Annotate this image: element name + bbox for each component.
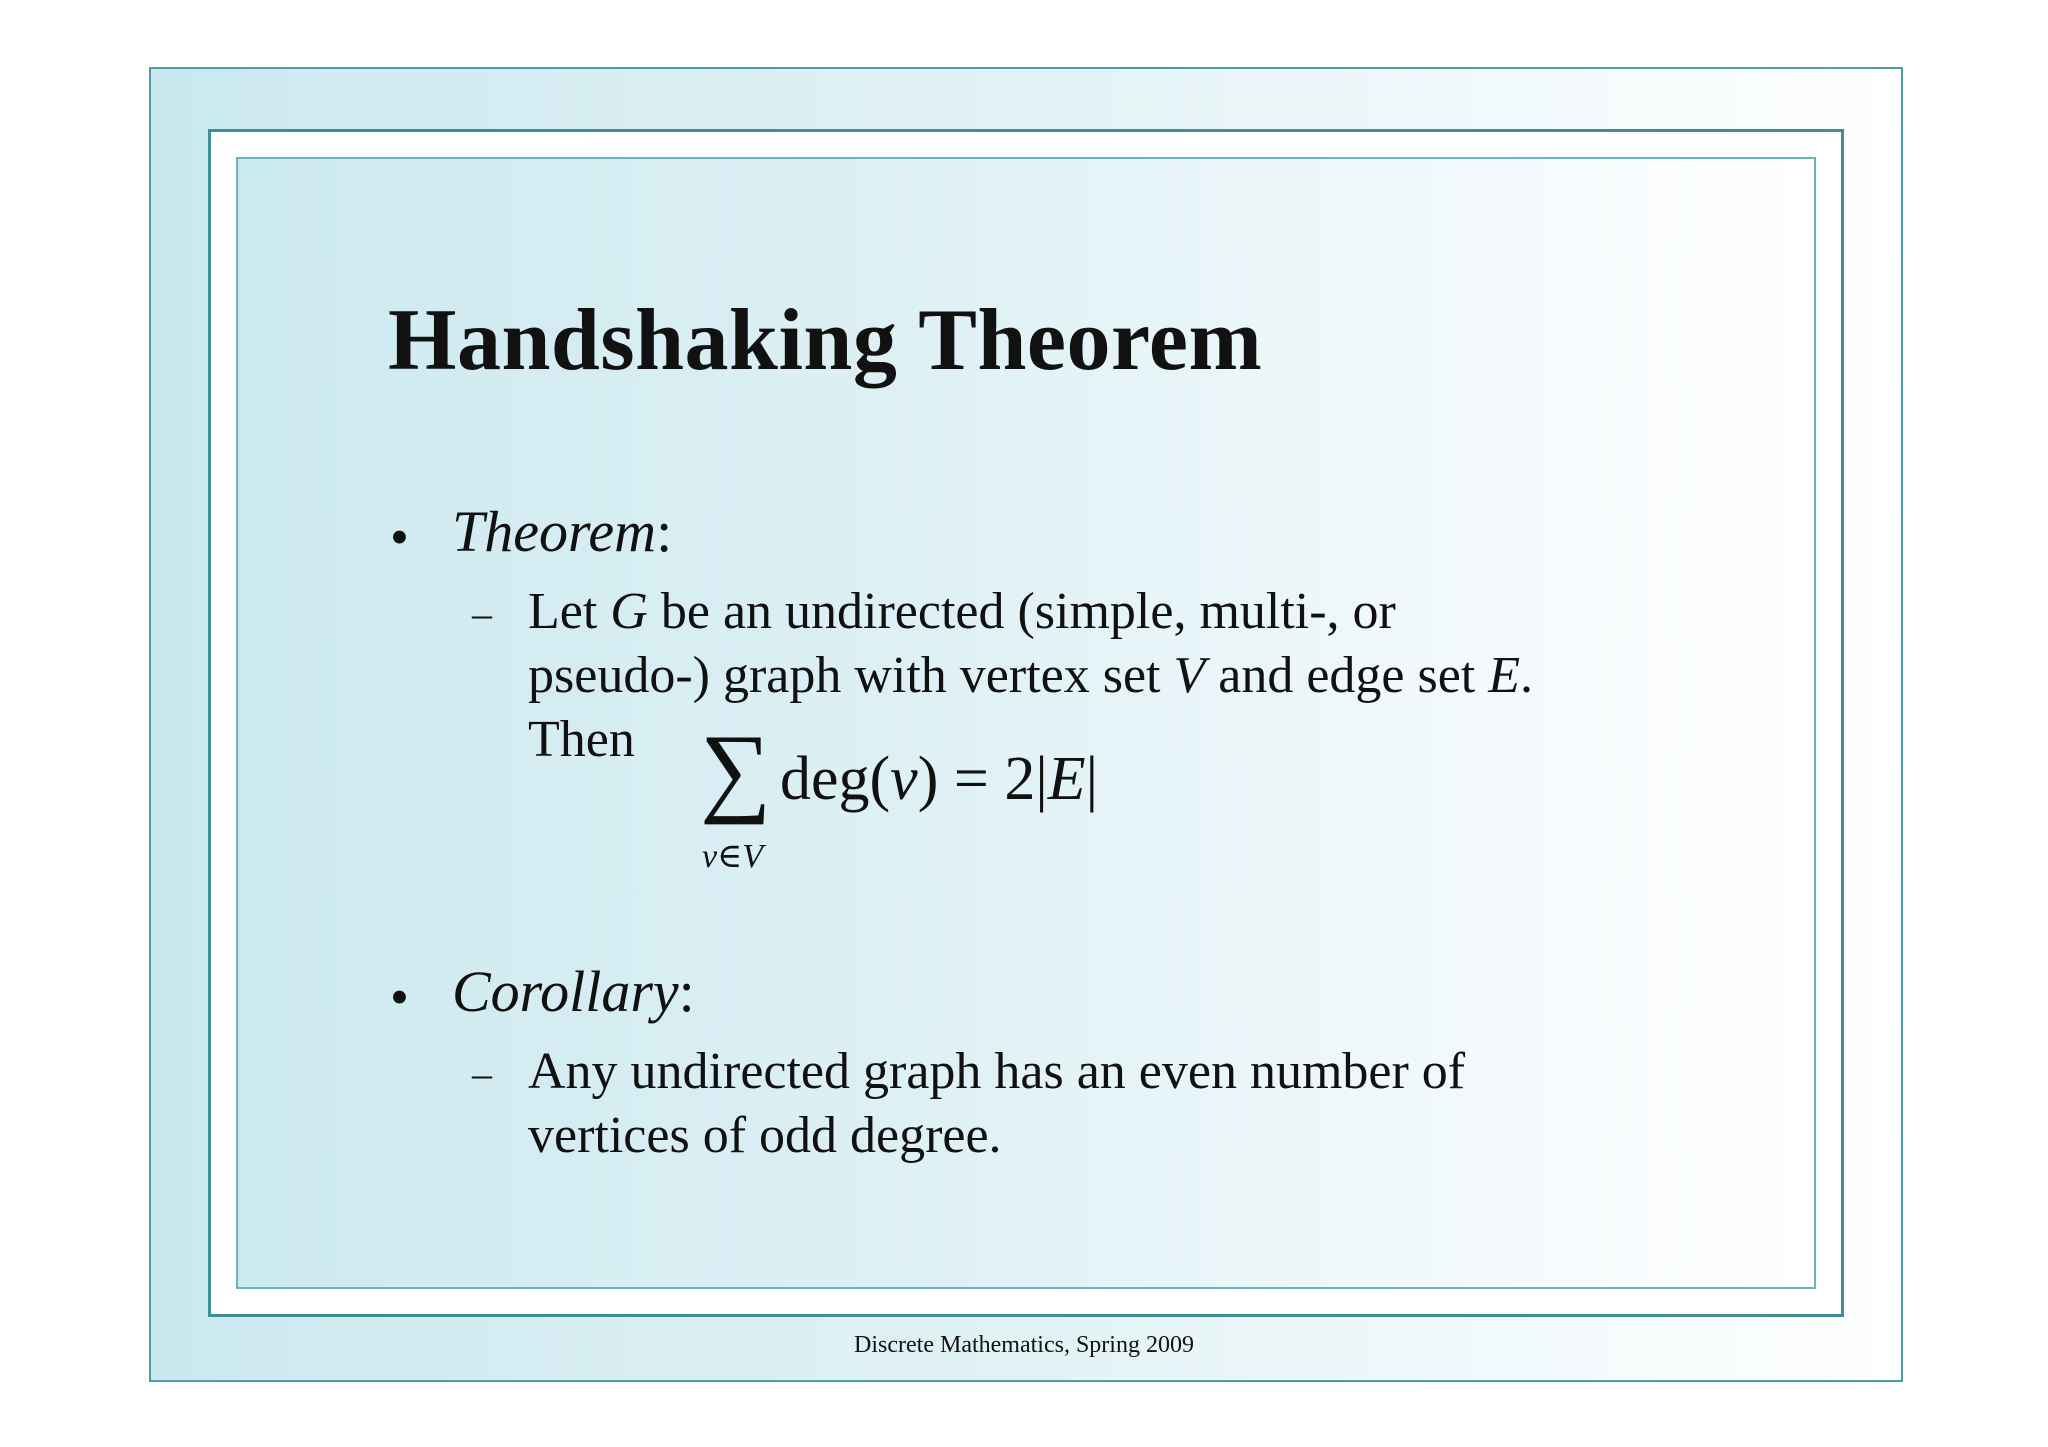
- bullet-icon: •: [390, 507, 409, 567]
- theorem-text: be an undirected (simple, multi-, or: [647, 583, 1396, 640]
- slide-title: Handshaking Theorem: [388, 292, 1263, 389]
- theorem-text: pseudo-) graph with vertex set: [528, 647, 1174, 704]
- theorem-line-2: [528, 644, 1533, 708]
- theorem-text: .: [1520, 647, 1534, 704]
- graph-symbol: G: [610, 583, 648, 640]
- corollary-line-2: vertices of odd degree.: [528, 1107, 1002, 1164]
- theorem-label-text: Theorem: [452, 499, 657, 564]
- corollary-label-colon: :: [678, 959, 695, 1024]
- dash-icon: –: [472, 591, 492, 636]
- abs-bar-left: |: [1035, 745, 1048, 813]
- abs-bar-right: |: [1085, 745, 1099, 813]
- corollary-label-text: Corollary: [452, 959, 679, 1024]
- edge-set-symbol: E: [1047, 745, 1086, 813]
- theorem-text: Let: [528, 583, 611, 640]
- theorem-text: and edge set: [1205, 647, 1489, 704]
- corollary-label: [452, 958, 695, 1025]
- theorem-line-3: Then: [528, 711, 635, 768]
- slide-footer: Discrete Mathematics, Spring 2009: [854, 1332, 1194, 1358]
- corollary-line-1: Any undirected graph has an even number of: [528, 1043, 1466, 1100]
- handshaking-formula: [700, 714, 1160, 876]
- dash-icon: –: [472, 1051, 492, 1096]
- vertex-variable: v: [890, 745, 918, 813]
- bullet-icon: •: [390, 967, 409, 1027]
- formula-body: [780, 744, 1098, 815]
- vertex-set-symbol: V: [1173, 647, 1206, 704]
- deg-function: deg(: [780, 745, 891, 813]
- theorem-label: [452, 498, 672, 565]
- formula-equals: ) = 2: [917, 745, 1036, 813]
- summation-symbol: ∑: [700, 714, 772, 825]
- theorem-label-colon: :: [656, 499, 673, 564]
- theorem-line-1: [528, 580, 1396, 644]
- edge-set-symbol: E: [1488, 647, 1521, 704]
- summation-index: v∈V: [702, 838, 764, 875]
